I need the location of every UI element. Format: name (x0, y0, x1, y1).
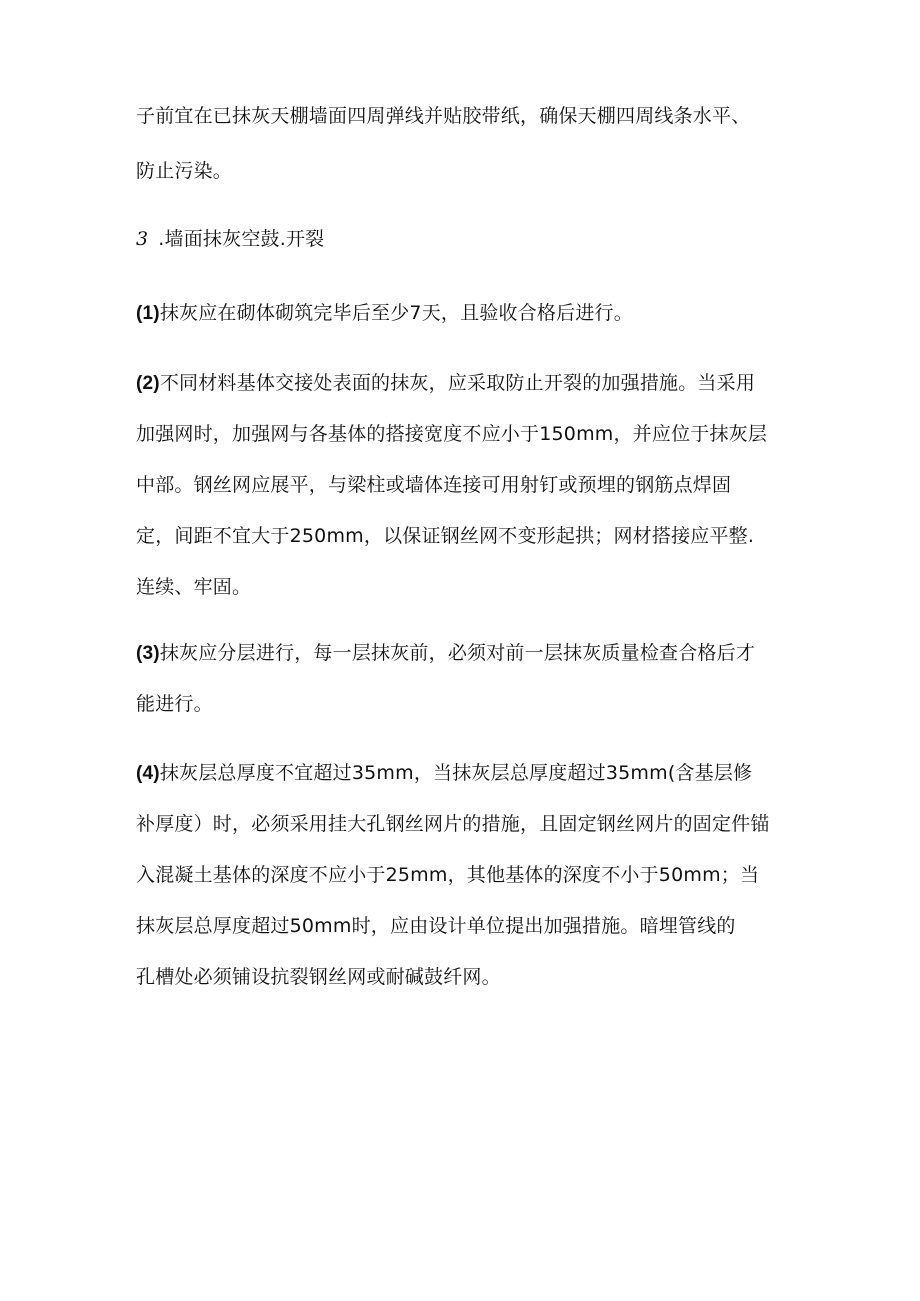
item-number: (4) (136, 763, 160, 784)
text-line: 能进行。 (136, 693, 213, 715)
text-line: 不同材料基体交接处表面的抹灰，应采取防止开裂的加强措施。当采用 (159, 372, 756, 394)
item-4 (136, 752, 816, 998)
text-line: 加强网时，加强网与各基体的搭接宽度不应小于150mm，并应位于抹灰层 (136, 423, 768, 445)
text-line: 补厚度）时，必须采用挂大孔钢丝网片的措施，且固定钢丝网片的固定件锚 (136, 813, 770, 835)
text-line: 抹灰层总厚度超过50mm时，应由设计单位提出加强措施。暗埋管线的 (136, 915, 736, 937)
text-line: 中部。钢丝网应展平，与梁柱或墙体连接可用射钉或预埋的钢筋点焊固 (136, 474, 732, 496)
intro-paragraph (136, 95, 816, 192)
text-line: 抹灰应分层进行，每一层抹灰前，必须对前一层抹灰质量检查合格后才 (159, 642, 756, 664)
item-3 (136, 632, 816, 725)
item-2 (136, 362, 816, 608)
text-line: 防止污染。 (136, 160, 233, 182)
text-line: 抹灰层总厚度不宜超过35mm，当抹灰层总厚度超过35mm(含基层修 (159, 762, 753, 784)
section-title: .墙面抹灰空鼓.开裂 (158, 228, 325, 250)
text-line: 子前宜在已抹灰天棚墙面四周弹线并贴胶带纸，确保天棚四周线条水平、 (136, 105, 751, 127)
item-number: (2) (136, 373, 160, 394)
section-number: 3 (136, 228, 149, 250)
text-line: 孔槽处必须铺设抗裂钢丝网或耐碱鼓纤网。 (136, 966, 501, 988)
item-1 (136, 292, 816, 334)
text-line: 入混凝土基体的深度不应小于25mm，其他基体的深度不小于50mm；当 (136, 864, 760, 886)
item-number: (1) (136, 303, 160, 324)
section-heading (136, 218, 816, 260)
text-line: 抹灰应在砌体砌筑完毕后至少7天，且验收合格后进行。 (159, 302, 633, 324)
text-line: 定，间距不宜大于250mm，以保证钢丝网不变形起拱；网材搭接应平整. (136, 525, 755, 547)
item-number: (3) (136, 643, 160, 664)
text-line: 连续、牢固。 (136, 576, 252, 598)
